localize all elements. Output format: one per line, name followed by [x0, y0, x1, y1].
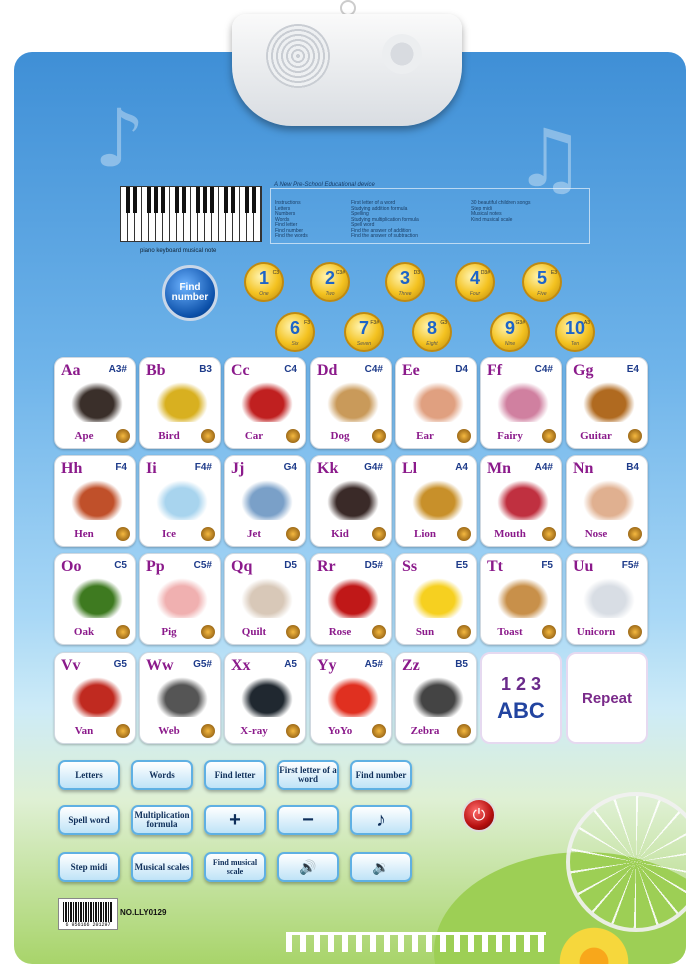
oak-picture-icon — [71, 578, 123, 618]
card-word: Car — [244, 430, 264, 442]
speaker-icon — [457, 527, 471, 541]
card-word: Guitar — [580, 430, 612, 442]
card-word: Hen — [74, 528, 94, 540]
card-letter: Pp — [146, 558, 165, 575]
words-button[interactable]: Words — [131, 760, 193, 790]
coin-number: 3 — [399, 268, 410, 288]
number-coin-10[interactable] — [555, 312, 595, 352]
card-letter: Ff — [487, 362, 503, 379]
card-note: B4 — [626, 462, 639, 473]
letter-card-quilt[interactable] — [224, 553, 306, 645]
kid-picture-icon — [327, 480, 379, 520]
nose-picture-icon — [583, 480, 635, 520]
coin-word: One — [259, 291, 269, 297]
piano-black-key — [161, 187, 165, 213]
feature-item: First letter of a word — [351, 200, 396, 206]
card-letter: Oo — [61, 558, 82, 575]
card-letter: Mn — [487, 460, 511, 477]
coin-note: D3# — [480, 270, 490, 276]
piano-black-key — [231, 187, 235, 213]
speaker-button-icon — [382, 34, 422, 74]
sun-picture-icon — [412, 578, 464, 618]
letter-card-web[interactable] — [139, 652, 221, 744]
volume-down-button[interactable]: 🔉 — [350, 852, 412, 882]
speaker-icon — [116, 625, 130, 639]
find-number-coin-button[interactable] — [162, 265, 218, 321]
letter-card-yoyo[interactable] — [310, 652, 392, 744]
card-note: B3 — [199, 364, 212, 375]
feature-column-3 — [471, 201, 571, 223]
coin-note: F3# — [370, 320, 379, 326]
barcode-bars-icon — [63, 902, 113, 922]
speaker-icon — [286, 625, 300, 639]
letter-card-fairy[interactable] — [480, 357, 562, 449]
speaker-icon — [286, 724, 300, 738]
card-letter: Qq — [231, 558, 253, 575]
piano-black-key — [196, 187, 200, 213]
dog-picture-icon — [327, 382, 379, 422]
piano-black-key — [133, 187, 137, 213]
first-letter-button[interactable]: First letter of a word — [277, 760, 339, 790]
card-note: A4# — [534, 462, 553, 473]
coin-word: Three — [398, 291, 412, 297]
letter-card-x-ray[interactable] — [224, 652, 306, 744]
coin-note: A3 — [583, 320, 590, 326]
piano-black-key — [154, 187, 158, 213]
music-note-decoration: ♪ — [94, 92, 146, 185]
piano-black-key — [147, 187, 151, 213]
letter-card-jet[interactable] — [224, 455, 306, 547]
feature-item: Find the answer of subtraction — [351, 233, 418, 239]
card-note: G5 — [113, 659, 127, 670]
coin-word: Ten — [570, 341, 580, 347]
coin-word: Seven — [356, 341, 372, 347]
mouth-picture-icon — [497, 480, 549, 520]
feature-item: Find number — [275, 227, 304, 234]
card-word: Ape — [74, 430, 94, 442]
letter-card-ape[interactable] — [54, 357, 136, 449]
hen-picture-icon — [71, 480, 123, 520]
yoyo-picture-icon — [327, 677, 379, 717]
feature-item: Words — [275, 216, 290, 223]
speaker-icon — [116, 724, 130, 738]
card-letter: Vv — [61, 657, 81, 674]
letter-card-car[interactable] — [224, 357, 306, 449]
coin-note: F3 — [304, 320, 310, 326]
card-letter: Gg — [573, 362, 594, 379]
card-word: Nose — [584, 528, 608, 540]
letter-card-nose[interactable] — [566, 455, 648, 547]
fairy-picture-icon — [497, 382, 549, 422]
coin-number: 9 — [504, 318, 515, 338]
coin-word: Six — [291, 341, 299, 347]
card-letter: Xx — [231, 657, 251, 674]
coin-note: G3# — [515, 320, 525, 326]
card-note: E5 — [455, 560, 468, 571]
speaker-icon — [372, 724, 386, 738]
card-letter: Rr — [317, 558, 336, 575]
card-word: X-ray — [240, 725, 268, 737]
card-note: F4# — [194, 462, 212, 473]
card-letter: Ss — [402, 558, 418, 575]
speaker-icon — [372, 527, 386, 541]
feature-list — [270, 188, 590, 244]
card-note: G4 — [283, 462, 297, 473]
card-word: Fairy — [497, 430, 523, 442]
toast-picture-icon — [497, 578, 549, 618]
number-coin-9[interactable] — [490, 312, 530, 352]
number-coin-2[interactable] — [310, 262, 350, 302]
number-coin-7[interactable] — [344, 312, 384, 352]
numbers-abc-card[interactable] — [480, 652, 562, 744]
coin-number: 7 — [358, 318, 369, 338]
card-word: Van — [74, 725, 94, 737]
musical-scales-button[interactable]: Musical scales — [131, 852, 193, 882]
car-picture-icon — [241, 382, 293, 422]
fence-decoration — [286, 932, 546, 952]
speaker-icon — [457, 625, 471, 639]
coin-note: C3# — [335, 270, 345, 276]
speaker-icon — [457, 429, 471, 443]
piano-label: piano keyboard musical note — [140, 248, 217, 254]
feature-item: Step midi — [471, 205, 492, 212]
card-letter: Aa — [61, 362, 81, 379]
card-note: F4 — [115, 462, 127, 473]
coin-word: Two — [325, 291, 335, 297]
letter-card-sun[interactable] — [395, 553, 477, 645]
piano-keyboard-icon — [120, 186, 262, 242]
numbers-label: 1 2 3 — [500, 674, 542, 694]
card-note: C5 — [114, 560, 127, 571]
letter-card-ear[interactable] — [395, 357, 477, 449]
letter-card-bird[interactable] — [139, 357, 221, 449]
speaker-icon — [628, 625, 642, 639]
card-word: Bird — [158, 430, 180, 442]
card-note: A5 — [284, 659, 297, 670]
card-note: D5# — [364, 560, 383, 571]
card-letter: Bb — [146, 362, 166, 379]
speaker-icon — [116, 527, 130, 541]
coin-number: 5 — [536, 268, 547, 288]
coin-note: C3 — [272, 270, 279, 276]
piano-black-key — [245, 187, 249, 213]
card-word: Ice — [161, 528, 177, 540]
number-coin-8[interactable] — [412, 312, 452, 352]
find-number-coin-label: Find number — [171, 282, 209, 303]
piano-black-key — [126, 187, 130, 213]
number-coin-1[interactable] — [244, 262, 284, 302]
coin-note: D3 — [413, 270, 420, 276]
card-word: Kid — [331, 528, 349, 540]
card-note: D5 — [284, 560, 297, 571]
speaker-icon — [628, 527, 642, 541]
card-word: Rose — [328, 626, 352, 638]
letter-card-kid[interactable] — [310, 455, 392, 547]
zebra-picture-icon — [412, 677, 464, 717]
speaker-grill-icon — [266, 24, 330, 88]
music-note-decoration: ♫ — [514, 112, 586, 205]
feature-item: Instructions — [275, 200, 301, 206]
find-letter-button[interactable]: Find letter — [204, 760, 266, 790]
card-word: Ear — [416, 430, 434, 442]
card-letter: Uu — [573, 558, 594, 575]
repeat-label: Repeat — [581, 690, 633, 707]
card-letter: Kk — [317, 460, 339, 477]
feature-column-2 — [351, 201, 451, 240]
card-note: A5# — [364, 659, 383, 670]
coin-number: 2 — [324, 268, 335, 288]
card-note: C4# — [534, 364, 553, 375]
card-note: F5 — [541, 560, 553, 571]
feature-item: 30 beautiful children songs — [471, 200, 531, 206]
piano-black-key — [224, 187, 228, 213]
coin-word: Nine — [504, 341, 516, 347]
card-word: Web — [158, 725, 180, 737]
ice-picture-icon — [156, 480, 208, 520]
find-musical-scale-button[interactable]: Find musical scale — [204, 852, 266, 882]
card-letter: Tt — [487, 558, 503, 575]
card-letter: Dd — [317, 362, 338, 379]
letter-card-mouth[interactable] — [480, 455, 562, 547]
letter-card-zebra[interactable] — [395, 652, 477, 744]
piano-black-key — [175, 187, 179, 213]
card-letter: Hh — [61, 460, 83, 477]
speaker-icon — [201, 429, 215, 443]
speaker-unit — [232, 14, 462, 126]
feature-item: Spelling — [351, 211, 369, 217]
pig-picture-icon — [156, 578, 208, 618]
web-picture-icon — [156, 677, 208, 717]
piano-black-key — [182, 187, 186, 213]
card-letter: Ww — [146, 657, 174, 674]
card-note: C5# — [193, 560, 212, 571]
letter-card-pig[interactable] — [139, 553, 221, 645]
card-word: Mouth — [494, 528, 526, 540]
speaker-icon — [542, 429, 556, 443]
feature-item: Find the words — [275, 233, 308, 239]
multiplication-button[interactable]: Multiplication formula — [131, 805, 193, 835]
minus-button[interactable]: − — [277, 805, 339, 835]
abc-label: ABC — [497, 698, 545, 723]
card-word: Lion — [413, 528, 436, 540]
speaker-icon — [201, 527, 215, 541]
card-letter: Zz — [402, 657, 420, 674]
feature-item: Studying addition formula — [351, 205, 408, 212]
piano-black-key — [210, 187, 214, 213]
barcode-digits: 6 956166 201297 — [65, 922, 111, 928]
card-letter: Cc — [231, 362, 250, 379]
speaker-icon — [286, 527, 300, 541]
volume-up-button[interactable]: 🔊 — [277, 852, 339, 882]
speaker-icon — [542, 625, 556, 639]
card-letter: Jj — [231, 460, 245, 477]
ape-picture-icon — [71, 382, 123, 422]
speaker-icon — [542, 527, 556, 541]
feature-item: Spell word — [351, 222, 375, 228]
power-button[interactable]: ⏻ — [462, 798, 496, 832]
card-note: G5# — [193, 659, 212, 670]
speaker-icon — [372, 429, 386, 443]
number-coin-3[interactable] — [385, 262, 425, 302]
speaker-icon — [201, 724, 215, 738]
letter-card-lion[interactable] — [395, 455, 477, 547]
lion-picture-icon — [412, 480, 464, 520]
card-word: Oak — [73, 626, 95, 638]
feature-item: Numbers — [275, 211, 296, 217]
spell-word-button[interactable]: Spell word — [58, 805, 120, 835]
speaker-icon — [286, 429, 300, 443]
find-number-button[interactable]: Find number — [350, 760, 412, 790]
coin-number: 8 — [426, 318, 437, 338]
coin-note: E3 — [550, 270, 557, 276]
number-coin-6[interactable] — [275, 312, 315, 352]
card-note: C4 — [284, 364, 297, 375]
card-word: Jet — [246, 528, 262, 540]
number-coin-4[interactable] — [455, 262, 495, 302]
tagline: A New Pre-School Educational device — [274, 182, 375, 188]
jet-picture-icon — [241, 480, 293, 520]
card-letter: Nn — [573, 460, 594, 477]
speaker-icon — [116, 429, 130, 443]
card-word: Sun — [415, 626, 435, 638]
letter-card-hen[interactable] — [54, 455, 136, 547]
card-letter: Ll — [402, 460, 418, 477]
card-note: G4# — [364, 462, 383, 473]
step-midi-button[interactable]: Step midi — [58, 852, 120, 882]
card-word: Unicorn — [576, 626, 616, 638]
card-word: YoYo — [327, 725, 353, 737]
feature-item: Kind musical scale — [471, 216, 513, 223]
coin-word: Five — [537, 291, 547, 297]
letters-button[interactable]: Letters — [58, 760, 120, 790]
card-word: Pig — [161, 626, 177, 638]
music-note-button[interactable]: ♪ — [350, 805, 412, 835]
feature-item: Find the answer of addition — [351, 227, 412, 234]
letter-card-ice[interactable] — [139, 455, 221, 547]
letter-card-van[interactable] — [54, 652, 136, 744]
letter-card-unicorn[interactable] — [566, 553, 648, 645]
letter-card-rose[interactable] — [310, 553, 392, 645]
feature-item: Letters — [275, 205, 291, 212]
coin-number: 10 — [564, 318, 586, 338]
letter-card-dog[interactable] — [310, 357, 392, 449]
card-word: Toast — [497, 626, 523, 638]
piano-black-key — [203, 187, 207, 213]
van-picture-icon — [71, 677, 123, 717]
repeat-card[interactable] — [566, 652, 648, 744]
card-note: C4# — [364, 364, 383, 375]
xray-picture-icon — [241, 677, 293, 717]
coin-number: 6 — [289, 318, 300, 338]
model-number: NO.LLY0129 — [120, 908, 167, 917]
unicorn-picture-icon — [583, 578, 635, 618]
guitar-picture-icon — [583, 382, 635, 422]
number-coin-5[interactable] — [522, 262, 562, 302]
speaker-icon — [457, 724, 471, 738]
card-note: D4 — [455, 364, 468, 375]
feature-item: Find letter — [275, 222, 298, 228]
barcode — [58, 898, 118, 930]
coin-number: 4 — [469, 268, 480, 288]
card-note: A3# — [108, 364, 127, 375]
speaker-icon — [628, 429, 642, 443]
coin-note: G3 — [440, 320, 447, 326]
letter-card-guitar[interactable] — [566, 357, 648, 449]
card-note: F5# — [621, 560, 639, 571]
ear-picture-icon — [412, 382, 464, 422]
card-note: E4 — [626, 364, 639, 375]
bird-picture-icon — [156, 382, 208, 422]
card-word: Quilt — [241, 626, 267, 638]
letter-card-oak[interactable] — [54, 553, 136, 645]
plus-button[interactable]: + — [204, 805, 266, 835]
card-note: B5 — [455, 659, 468, 670]
speaker-icon — [372, 625, 386, 639]
coin-word: Four — [469, 291, 481, 297]
card-letter: Ee — [402, 362, 420, 379]
card-word: Dog — [330, 430, 350, 442]
card-letter: Ii — [146, 460, 157, 477]
feature-item: Studying multiplication formula — [351, 216, 419, 223]
card-word: Zebra — [410, 725, 440, 737]
letter-card-toast[interactable] — [480, 553, 562, 645]
piano-black-key — [252, 187, 256, 213]
coin-word: Eight — [426, 341, 438, 347]
card-note: A4 — [455, 462, 468, 473]
quilt-picture-icon — [241, 578, 293, 618]
coin-number: 1 — [258, 268, 269, 288]
speaker-icon — [201, 625, 215, 639]
rose-picture-icon — [327, 578, 379, 618]
feature-item: Musical notes — [471, 211, 502, 217]
card-letter: Yy — [317, 657, 337, 674]
